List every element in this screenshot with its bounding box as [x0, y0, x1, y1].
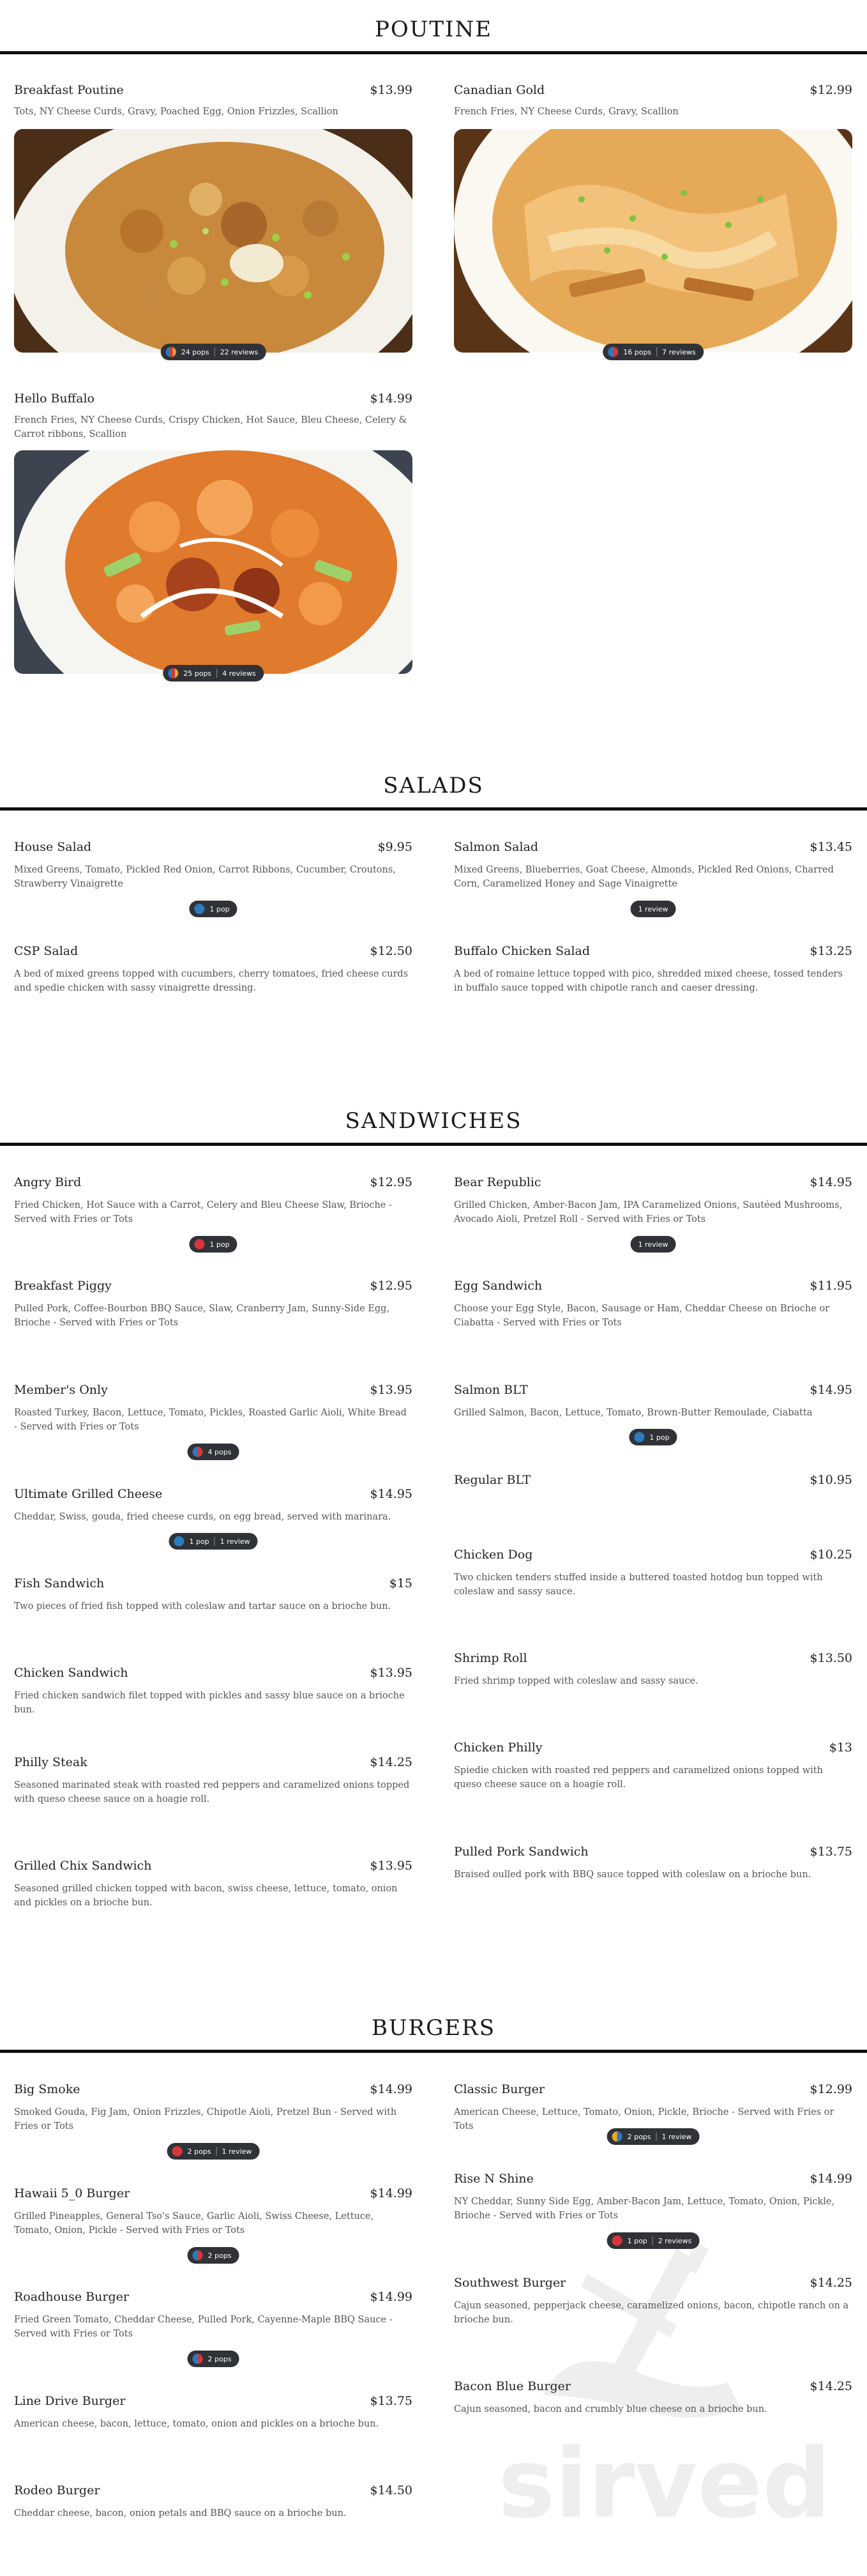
item-price: $14.25 [810, 2379, 852, 2393]
food-photo-breakfast-poutine[interactable] [14, 129, 412, 353]
section-title-burgers: BURGERS [371, 2015, 496, 2041]
section-burgers [0, 2009, 867, 2047]
pop-emoji-icon [634, 1432, 644, 1442]
menu-item-line-drive-burger[interactable] [14, 2394, 412, 2431]
item-price: $13.45 [810, 840, 852, 854]
reviews-count: 1 review [638, 904, 668, 913]
section-title-salads: SALADS [383, 773, 484, 798]
item-price: $13.25 [810, 944, 852, 958]
menu-item-bacon-blue-burger[interactable] [454, 2379, 852, 2416]
item-price: $10.25 [810, 1548, 852, 1562]
pops-reviews-badge[interactable] [607, 2232, 700, 2249]
pop-emoji-icon [608, 347, 618, 357]
section-rule [0, 1143, 867, 1146]
item-description: Mixed Greens, Tomato, Pickled Red Onion, Carrot Ribbons, Cucumber, Croutons, Strawberry Vinaigrette [14, 865, 396, 889]
item-description: Smoked Gouda, Fig Jam, Onion Frizzles, Chipotle Aioli, Pretzel Bun - Served with Fries or Tots [14, 2107, 397, 2131]
menu-item-csp-salad[interactable] [14, 944, 412, 995]
item-description: Choose your Egg Style, Bacon, Sausage or Ham, Cheddar Cheese on Brioche or Ciabatta - Served with Fries or Tots [454, 1304, 830, 1328]
badge-divider [656, 347, 657, 356]
item-price: $14.25 [810, 2276, 852, 2290]
menu-item-chicken-philly[interactable] [454, 1741, 852, 1792]
item-description: A bed of mixed greens topped with cucumbers, cherry tomatoes, fried cheese curds and spedie chicken with sassy vinaigrette dressing. [14, 969, 409, 993]
item-price: $13.99 [370, 83, 412, 97]
pops-count: 16 pops [623, 347, 652, 356]
item-description: Roasted Turkey, Bacon, Lettuce, Tomato, Pickles, Roasted Garlic Aioli, White Bread - Served with Fries or Tots [14, 1408, 407, 1432]
reviews-badge[interactable] [631, 1236, 676, 1253]
section-rule [0, 2050, 867, 2053]
menu-item-hello-buffalo[interactable] [14, 392, 412, 678]
section-rule [0, 807, 867, 811]
pops-count: 24 pops [181, 347, 209, 356]
item-price: $14.99 [370, 2186, 412, 2200]
item-description: Cheddar, Swiss, gouda, fried cheese curds, on egg bread, served with marinara. [14, 1512, 391, 1522]
item-price: $14.99 [370, 2082, 412, 2096]
menu-item-canadian-gold[interactable] [454, 83, 852, 356]
item-price: $14.50 [370, 2483, 412, 2497]
item-price: $12.95 [370, 1175, 412, 1189]
pops-count: 1 pop [189, 1537, 209, 1546]
reviews-count: 1 review [222, 2147, 252, 2156]
pops-count: 2 pops [207, 2354, 232, 2363]
menu-item-members-only[interactable] [14, 1383, 412, 1456]
item-name: Egg Sandwich [454, 1279, 543, 1293]
item-price: $10.95 [810, 1473, 852, 1487]
item-price: $11.95 [810, 1279, 852, 1293]
item-price: $12.99 [810, 2082, 852, 2096]
menu-item-house-salad[interactable] [14, 840, 412, 913]
item-name: Rodeo Burger [14, 2483, 100, 2497]
pop-emoji-icon [194, 904, 204, 914]
menu-item-ultimate-grilled-cheese[interactable] [14, 1487, 412, 1546]
pops-badge[interactable] [188, 2351, 239, 2367]
badge-divider [216, 2147, 217, 2156]
item-description: Pulled Pork, Coffee-Bourbon BBQ Sauce, Slaw, Cranberry Jam, Sunny-Side Egg, Brioche - Served with Fries or Tots [14, 1304, 390, 1328]
section-title-sandwiches: SANDWICHES [345, 1108, 522, 1134]
reviews-badge[interactable] [631, 901, 676, 917]
item-price: $13.95 [370, 1383, 412, 1397]
reviews-count: 7 reviews [662, 347, 696, 356]
item-description: Seasoned grilled chicken topped with bacon, swiss cheese, lettuce, tomato, onion and pickles on a brioche bun. [14, 1884, 398, 1908]
pops-count: 4 pops [207, 1447, 232, 1456]
pops-count: 1 pop [649, 1433, 670, 1442]
menu-item-roadhouse-burger[interactable] [14, 2290, 412, 2363]
badge-divider [656, 2132, 657, 2141]
pops-count: 2 pops [207, 2251, 232, 2260]
item-name: House Salad [14, 840, 92, 854]
item-description: Mixed Greens, Blueberries, Goat Cheese, Almonds, Pickled Red Onions, Charred Corn, Caramelized Honey and Sage Vinaigrette [454, 865, 834, 889]
watermark-text: sirved [498, 2428, 831, 2540]
item-name: Pulled Pork Sandwich [454, 1845, 589, 1859]
item-price: $14.99 [810, 2172, 852, 2186]
item-price: $12.95 [370, 1279, 412, 1293]
pops-badge[interactable] [629, 1429, 677, 1445]
pop-emoji-icon [174, 1536, 184, 1546]
food-photo-hello-buffalo[interactable] [14, 450, 412, 674]
menu-item-breakfast-poutine[interactable] [14, 83, 412, 356]
item-name: Shrimp Roll [454, 1651, 527, 1665]
item-price: $13 [829, 1741, 852, 1755]
menu-item-rodeo-burger[interactable] [14, 2483, 412, 2520]
item-name: CSP Salad [14, 944, 79, 958]
pop-emoji-icon [612, 2131, 622, 2142]
pops-reviews-badge[interactable] [603, 344, 704, 360]
pop-emoji-icon [193, 1447, 203, 1457]
item-name: Big Smoke [14, 2082, 80, 2096]
pops-reviews-badge[interactable] [167, 2143, 260, 2160]
pops-count: 25 pops [183, 669, 212, 678]
pops-count: 2 pops [627, 2132, 651, 2141]
item-name: Roadhouse Burger [14, 2290, 129, 2304]
reviews-count: 2 reviews [658, 2236, 692, 2245]
item-description: Fried Green Tomato, Cheddar Cheese, Pulled Pork, Cayenne-Maple BBQ Sauce - Served with Fries or Tots [14, 2315, 393, 2339]
menu-item-hawaii-5-0-burger[interactable] [14, 2186, 412, 2260]
item-description: French Fries, NY Cheese Curds, Gravy, Scallion [454, 107, 679, 117]
item-name: Hello Buffalo [14, 392, 94, 406]
menu-item-chicken-dog[interactable] [454, 1548, 852, 1599]
item-name: Canadian Gold [454, 83, 545, 97]
menu-item-chicken-sandwich[interactable] [14, 1666, 412, 1717]
pop-emoji-icon [168, 668, 178, 678]
reviews-count: 1 review [638, 1240, 668, 1249]
pop-emoji-icon [612, 2236, 622, 2246]
pops-count: 2 pops [187, 2147, 211, 2156]
item-description: NY Cheddar, Sunny Side Egg, Amber-Bacon Jam, Lettuce, Tomato, Onion, Pickle, Brioche - Served with Fries or Tots [454, 2197, 835, 2221]
menu-item-southwest-burger[interactable] [454, 2276, 852, 2327]
menu-item-fish-sandwich[interactable] [14, 1576, 412, 1613]
menu-item-regular-blt[interactable] [454, 1473, 852, 1487]
pops-reviews-badge[interactable] [607, 2128, 700, 2145]
item-description: Fried shrimp topped with coleslaw and sassy sauce. [454, 1676, 698, 1686]
item-name: Chicken Dog [454, 1548, 533, 1562]
menu-item-bear-republic[interactable] [454, 1175, 852, 1249]
item-name: Fish Sandwich [14, 1576, 105, 1590]
menu-item-buffalo-chicken-salad[interactable] [454, 944, 852, 995]
item-name: Chicken Sandwich [14, 1666, 128, 1680]
item-name: Bear Republic [454, 1175, 541, 1189]
item-description: Cheddar cheese, bacon, onion petals and BBQ sauce on a brioche bun. [14, 2508, 347, 2519]
item-description: Fried chicken sandwich filet topped with pickles and sassy blue sauce on a brioche bun. [14, 1691, 405, 1715]
item-name: Rise N Shine [454, 2172, 534, 2186]
pop-emoji-icon [166, 347, 176, 357]
item-description: Seasoned marinated steak with roasted red peppers and caramelized onions topped with queso cheese sauce on a hoagie roll. [14, 1780, 410, 1804]
item-name: Bacon Blue Burger [454, 2379, 571, 2393]
item-name: Regular BLT [454, 1473, 531, 1487]
badge-divider [216, 669, 217, 678]
item-price: $12.99 [810, 83, 852, 97]
item-name: Grilled Chix Sandwich [14, 1859, 152, 1873]
menu-item-big-smoke[interactable] [14, 2082, 412, 2156]
menu-item-angry-bird[interactable] [14, 1175, 412, 1249]
pop-emoji-icon [194, 1239, 204, 1249]
pops-badge[interactable] [189, 1236, 237, 1253]
menu-item-shrimp-roll[interactable] [454, 1651, 852, 1688]
pops-reviews-badge[interactable] [163, 665, 264, 682]
item-name: Ultimate Grilled Cheese [14, 1487, 163, 1501]
item-description: American Cheese, Lettuce, Tomato, Onion, Pickle, Brioche - Served with Fries or Tots [454, 2107, 834, 2131]
item-price: $13.95 [370, 1859, 412, 1873]
item-price: $14.95 [810, 1175, 852, 1189]
menu-item-classic-burger[interactable] [454, 2082, 852, 2141]
item-price: $14.95 [810, 1383, 852, 1397]
item-description: French Fries, NY Cheese Curds, Crispy Chicken, Hot Sauce, Bleu Cheese, Celery & Carrot ribbons, Scallion [14, 415, 407, 439]
item-price: $14.99 [370, 2290, 412, 2304]
pops-count: 1 pop [627, 2236, 647, 2245]
item-description: Fried Chicken, Hot Sauce with a Carrot, Celery and Bleu Cheese Slaw, Brioche - Served with Fries or Tots [14, 1200, 392, 1224]
pops-reviews-badge[interactable] [161, 344, 266, 360]
item-name: Chicken Philly [454, 1741, 543, 1755]
item-description: Grilled Chicken, Amber-Bacon Jam, IPA Caramelized Onions, Sautéed Mushrooms, Avocado Aioli, Pretzel Roll - Served with Fries or Tots [454, 1200, 843, 1224]
menu-item-salmon-blt[interactable] [454, 1383, 852, 1442]
item-price: $13.50 [810, 1651, 852, 1665]
item-name: Hawaii 5_0 Burger [14, 2186, 130, 2200]
reviews-count: 4 reviews [222, 669, 256, 678]
item-price: $13.75 [810, 1845, 852, 1859]
item-name: Philly Steak [14, 1755, 87, 1769]
item-description: A bed of romaine lettuce topped with pico, shredded mixed cheese, tossed tenders in buffalo sauce topped with chipotle ranch and caeser dressing. [454, 969, 843, 993]
item-name: Salmon BLT [454, 1383, 528, 1397]
item-description: Tots, NY Cheese Curds, Gravy, Poached Egg, Onion Frizzles, Scallion [14, 107, 338, 117]
pop-emoji-icon [193, 2354, 203, 2364]
item-price: $9.95 [377, 840, 412, 854]
section-sandwiches [0, 1102, 867, 1140]
reviews-count: 1 review [661, 2132, 692, 2141]
item-description: Braised oulled pork with BBQ sauce topped with coleslaw on a brioche bun. [454, 1870, 811, 1880]
item-price: $15 [389, 1576, 412, 1590]
item-description: American cheese, bacon, lettuce, tomato, onion and pickles on a brioche bun. [14, 2419, 379, 2429]
item-price: $13.95 [370, 1666, 412, 1680]
pops-badge[interactable] [188, 1444, 239, 1460]
item-name: Line Drive Burger [14, 2394, 126, 2408]
menu-item-pulled-pork-sandwich[interactable] [454, 1845, 852, 1882]
reviews-count: 1 review [220, 1537, 250, 1546]
section-poutine [0, 10, 867, 49]
item-name: Member's Only [14, 1383, 108, 1397]
item-price: $14.25 [370, 1755, 412, 1769]
item-price: $14.99 [370, 392, 412, 406]
pops-reviews-badge[interactable] [169, 1533, 257, 1550]
item-name: Salmon Salad [454, 840, 539, 854]
badge-divider [652, 2236, 653, 2245]
section-salads [0, 766, 867, 805]
menu-item-philly-steak[interactable] [14, 1755, 412, 1806]
item-description: Cajun seasoned, bacon and crumbly blue cheese on a brioche bun. [454, 2404, 767, 2414]
item-name: Breakfast Poutine [14, 83, 124, 97]
item-description: Two chicken tenders stuffed inside a buttered toasted hotdog bun topped with coleslaw and sassy sauce. [454, 1573, 823, 1597]
item-description: Two pieces of fried fish topped with coleslaw and tartar sauce on a brioche bun. [14, 1601, 391, 1612]
item-price: $12.50 [370, 944, 412, 958]
menu-item-salmon-salad[interactable] [454, 840, 852, 913]
item-name: Angry Bird [14, 1175, 82, 1189]
item-description: Cajun seasoned, pepperjack cheese, caramelized onions, bacon, chipotle ranch on a brioche bun. [454, 2301, 849, 2325]
pops-count: 1 pop [209, 1240, 230, 1249]
pops-count: 1 pop [209, 904, 230, 913]
menu-item-rise-n-shine[interactable] [454, 2172, 852, 2245]
pops-badge[interactable] [188, 2247, 239, 2264]
item-description: Grilled Pineapples, General Tso's Sauce, Garlic Aioli, Swiss Cheese, Lettuce, Tomato, Onion, Pickle - Served with Fries or Tots [14, 2211, 374, 2236]
pops-badge[interactable] [189, 901, 237, 917]
menu-item-egg-sandwich[interactable] [454, 1279, 852, 1330]
item-name: Southwest Burger [454, 2276, 566, 2290]
menu-item-grilled-chix-sandwich[interactable] [14, 1859, 412, 1910]
section-title-poutine: POUTINE [374, 17, 493, 42]
item-price: $14.95 [370, 1487, 412, 1501]
item-name: Breakfast Piggy [14, 1279, 112, 1293]
menu-item-breakfast-piggy[interactable] [14, 1279, 412, 1330]
item-price: $13.75 [370, 2394, 412, 2408]
food-photo-canadian-gold[interactable] [454, 129, 852, 353]
pop-emoji-icon [193, 2250, 203, 2260]
pop-emoji-icon [172, 2146, 183, 2156]
item-description: Spiedie chicken with roasted red peppers and caramelized onions topped with queso cheese sauce on a hoagie roll. [454, 1765, 823, 1790]
item-description: Grilled Salmon, Bacon, Lettuce, Tomato, Brown-Butter Remoulade, Ciabatta [454, 1408, 813, 1418]
item-name: Buffalo Chicken Salad [454, 944, 591, 958]
reviews-count: 22 reviews [220, 347, 259, 356]
item-name: Classic Burger [454, 2082, 545, 2096]
section-rule [0, 51, 867, 54]
